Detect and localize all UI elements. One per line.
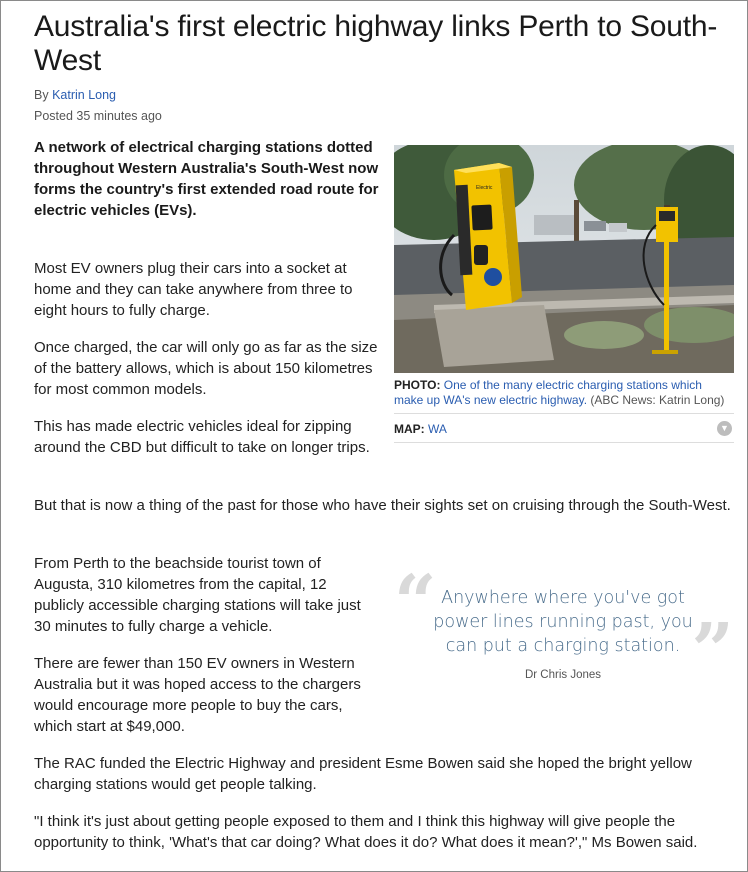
photo-label: PHOTO:	[394, 378, 441, 392]
paragraph-7: The RAC funded the Electric Highway and president Esme Bowen said she hoped the bright yellow charging stations would get people talking.	[34, 755, 692, 793]
article-header	[34, 10, 734, 123]
photo-block	[394, 145, 734, 443]
photo-caption	[394, 378, 734, 408]
paragraph-4: But that is now a thing of the past for those who have their sights set on cruising through the South-West.	[34, 497, 731, 514]
lead-paragraph: A network of electrical charging stations dotted throughout Western Australia's South-West now forms the country's first extended road route for electric vehicles (EVs).	[34, 139, 379, 219]
open-quote-icon: “	[394, 560, 437, 646]
paragraph-8: "I think it's just about getting people exposed to them and I think this highway will give people the opportunity to think, 'What's that car doing? What does it do? What does it mean?'," Ms Bowen said.	[34, 813, 698, 851]
headline: Australia's first electric highway links Perth to South-West	[34, 10, 718, 77]
byline-prefix: By	[34, 88, 49, 102]
photo-illustration	[394, 145, 734, 373]
map-link[interactable]: WA	[428, 422, 447, 436]
photo-caption-link[interactable]: One of the many electric charging stations which make up WA's new electric highway.	[394, 378, 702, 407]
paragraph-3: This has made electric vehicles ideal for zipping around the CBD but difficult to take on longer trips.	[34, 418, 370, 456]
chevron-down-icon[interactable]: ▼	[717, 421, 732, 436]
paragraph-6: There are fewer than 150 EV owners in Western Australia but it was hoped access to the chargers would encourage more people to buy the cars, which start at $49,000.	[34, 655, 361, 735]
byline	[34, 88, 734, 102]
photo-source: (ABC News: Katrin Long)	[590, 393, 725, 407]
charging-station-photo[interactable]	[394, 145, 734, 373]
paragraph-2: Once charged, the car will only go as far as the size of the battery allows, which is about 150 kilometres for most common models.	[34, 339, 378, 398]
map-label: MAP:	[394, 422, 425, 436]
pullquote-attribution: Dr Chris Jones	[524, 669, 602, 681]
pullquote-text: Anywhere where you've got power lines running past, you can put a charging station.	[433, 588, 693, 656]
author-link[interactable]: Katrin Long	[52, 88, 117, 102]
charger-label-text: Electric	[476, 185, 493, 191]
map-toggle[interactable]	[394, 413, 734, 443]
pullquote	[394, 560, 734, 694]
paragraph-1: Most EV owners plug their cars into a socket at home and they can take anywhere from three to eight hours to fully charge.	[34, 260, 353, 319]
close-quote-icon: ”	[691, 608, 734, 694]
posted-time: Posted 35 minutes ago	[34, 109, 162, 123]
paragraph-5: From Perth to the beachside tourist town of Augusta, 310 kilometres from the capital, 12 publicly accessible charging stations will take just 30 minutes to fully charge a vehicle.	[34, 555, 361, 635]
